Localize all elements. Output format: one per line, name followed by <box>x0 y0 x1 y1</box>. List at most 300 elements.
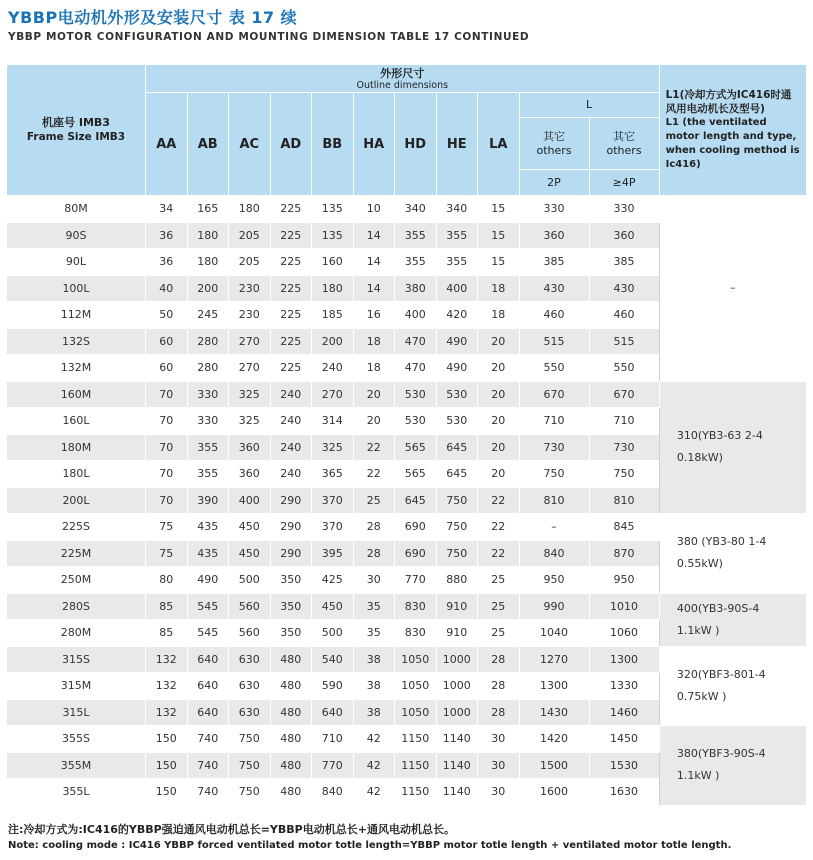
cell-ha: 20 <box>353 381 395 408</box>
frame-size-cell: 90S <box>7 222 146 249</box>
cell-ac: 630 <box>229 699 271 726</box>
cell-ad: 480 <box>270 699 312 726</box>
table-row <box>7 646 807 673</box>
cell-aa: 70 <box>146 381 188 408</box>
cell-aa: 40 <box>146 275 188 302</box>
cell-ad: 480 <box>270 726 312 753</box>
cell-ac: 325 <box>229 408 271 435</box>
cell-l4p: 330 <box>589 196 659 223</box>
table-row <box>7 514 807 541</box>
cell-l2p: 1500 <box>519 752 589 779</box>
frame-size-cell: 200L <box>7 487 146 514</box>
cell-l4p: 1530 <box>589 752 659 779</box>
col-header-hd: HD <box>395 93 437 196</box>
cell-ha: 42 <box>353 726 395 753</box>
cell-ac: 230 <box>229 275 271 302</box>
cell-ha: 20 <box>353 408 395 435</box>
cell-l4p: 750 <box>589 461 659 488</box>
cell-aa: 75 <box>146 514 188 541</box>
others-2p-cn: 其它 <box>543 129 565 143</box>
cell-bb: 840 <box>312 779 354 806</box>
cell-ab: 435 <box>187 540 229 567</box>
cell-la: 20 <box>478 434 520 461</box>
cell-hd: 1050 <box>395 646 437 673</box>
cell-hd: 1150 <box>395 779 437 806</box>
cell-ab: 245 <box>187 302 229 329</box>
cell-l4p: 1010 <box>589 593 659 620</box>
cell-ac: 560 <box>229 620 271 647</box>
cell-l4p: 550 <box>589 355 659 382</box>
cell-hd: 340 <box>395 196 437 223</box>
cell-l2p: 385 <box>519 249 589 276</box>
cell-ac: 180 <box>229 196 271 223</box>
cell-aa: 150 <box>146 726 188 753</box>
cell-aa: 36 <box>146 222 188 249</box>
cell-ha: 38 <box>353 646 395 673</box>
cell-la: 25 <box>478 620 520 647</box>
cell-bb: 425 <box>312 567 354 594</box>
cell-la: 15 <box>478 249 520 276</box>
cell-ha: 22 <box>353 461 395 488</box>
cell-hd: 355 <box>395 249 437 276</box>
cell-la: 18 <box>478 302 520 329</box>
cell-l2p: 1300 <box>519 673 589 700</box>
frame-size-cell: 160L <box>7 408 146 435</box>
l1-group-cell <box>659 593 807 646</box>
cell-l4p: 460 <box>589 302 659 329</box>
cell-ab: 740 <box>187 726 229 753</box>
cell-he: 1000 <box>436 699 478 726</box>
page-subtitle: YBBP MOTOR CONFIGURATION AND MOUNTING DIMENSION TABLE 17 CONTINUED <box>8 31 530 43</box>
cell-bb: 240 <box>312 355 354 382</box>
l1-group-cell <box>659 646 807 726</box>
cell-he: 530 <box>436 408 478 435</box>
l1-group-cell <box>659 196 807 382</box>
cell-hd: 565 <box>395 461 437 488</box>
cell-la: 30 <box>478 752 520 779</box>
others-4p-header <box>589 118 659 170</box>
cell-he: 750 <box>436 540 478 567</box>
cell-l2p: 330 <box>519 196 589 223</box>
cell-he: 1140 <box>436 779 478 806</box>
cell-he: 490 <box>436 355 478 382</box>
frame-size-cell: 280M <box>7 620 146 647</box>
cell-bb: 770 <box>312 752 354 779</box>
frame-size-cell: 315M <box>7 673 146 700</box>
cell-ab: 545 <box>187 593 229 620</box>
cell-bb: 365 <box>312 461 354 488</box>
cell-he: 355 <box>436 249 478 276</box>
cell-ha: 42 <box>353 752 395 779</box>
cell-ac: 750 <box>229 779 271 806</box>
cell-aa: 75 <box>146 540 188 567</box>
cell-bb: 370 <box>312 514 354 541</box>
cell-ac: 205 <box>229 222 271 249</box>
cell-ab: 280 <box>187 355 229 382</box>
cell-ac: 360 <box>229 461 271 488</box>
frame-size-cell: 112M <box>7 302 146 329</box>
cell-ac: 750 <box>229 752 271 779</box>
cell-ac: 360 <box>229 434 271 461</box>
cell-ab: 545 <box>187 620 229 647</box>
cell-bb: 200 <box>312 328 354 355</box>
cell-ha: 38 <box>353 699 395 726</box>
frame-size-cell: 225M <box>7 540 146 567</box>
cell-ab: 355 <box>187 461 229 488</box>
frame-size-cell: 160M <box>7 381 146 408</box>
cell-bb: 160 <box>312 249 354 276</box>
cell-aa: 85 <box>146 620 188 647</box>
cell-ha: 18 <box>353 355 395 382</box>
cell-ac: 270 <box>229 328 271 355</box>
cell-l2p: 1430 <box>519 699 589 726</box>
cell-la: 20 <box>478 328 520 355</box>
cell-he: 750 <box>436 487 478 514</box>
cell-ad: 225 <box>270 328 312 355</box>
cell-l4p: 870 <box>589 540 659 567</box>
cell-bb: 395 <box>312 540 354 567</box>
cell-bb: 135 <box>312 222 354 249</box>
cell-l2p: 950 <box>519 567 589 594</box>
cell-aa: 132 <box>146 673 188 700</box>
cell-la: 22 <box>478 540 520 567</box>
cell-ad: 290 <box>270 487 312 514</box>
cell-ac: 500 <box>229 567 271 594</box>
frame-size-cell: 80M <box>7 196 146 223</box>
cell-la: 20 <box>478 381 520 408</box>
cell-l2p: 550 <box>519 355 589 382</box>
cell-ad: 480 <box>270 646 312 673</box>
cell-ad: 290 <box>270 514 312 541</box>
frame-size-cell: 355M <box>7 752 146 779</box>
cell-ad: 350 <box>270 620 312 647</box>
cell-ha: 25 <box>353 487 395 514</box>
cell-l4p: 1450 <box>589 726 659 753</box>
cell-l2p: 750 <box>519 461 589 488</box>
cell-aa: 60 <box>146 328 188 355</box>
cell-hd: 830 <box>395 620 437 647</box>
cell-he: 1140 <box>436 726 478 753</box>
cell-la: 28 <box>478 673 520 700</box>
cell-l2p: – <box>519 514 589 541</box>
cell-ad: 240 <box>270 461 312 488</box>
cell-hd: 565 <box>395 434 437 461</box>
frame-size-header-cn: 机座号 IMB3 <box>42 116 110 129</box>
cell-ad: 240 <box>270 434 312 461</box>
frame-size-header-en: Frame Size IMB3 <box>26 131 126 143</box>
cell-aa: 80 <box>146 567 188 594</box>
cell-ab: 330 <box>187 381 229 408</box>
pole-4p-header: ≥4P <box>589 170 659 196</box>
cell-l2p: 1420 <box>519 726 589 753</box>
cell-ha: 35 <box>353 593 395 620</box>
cell-l2p: 515 <box>519 328 589 355</box>
cell-l2p: 460 <box>519 302 589 329</box>
col-header-ab: AB <box>187 93 229 196</box>
cell-ac: 205 <box>229 249 271 276</box>
cell-ad: 290 <box>270 540 312 567</box>
outline-header-cn: 外形尺寸 <box>380 66 425 80</box>
cell-l4p: 1460 <box>589 699 659 726</box>
cell-ha: 30 <box>353 567 395 594</box>
table-row <box>7 726 807 753</box>
cell-ad: 350 <box>270 593 312 620</box>
cell-la: 22 <box>478 487 520 514</box>
cell-la: 20 <box>478 355 520 382</box>
cell-l4p: 950 <box>589 567 659 594</box>
cell-ad: 480 <box>270 673 312 700</box>
cell-l2p: 840 <box>519 540 589 567</box>
pole-2p-header: 2P <box>519 170 589 196</box>
l1-group-text: 380 (YB3-80 1-4 0.55kW) <box>676 535 767 571</box>
cell-hd: 470 <box>395 355 437 382</box>
cell-he: 880 <box>436 567 478 594</box>
cell-ab: 740 <box>187 779 229 806</box>
cell-hd: 690 <box>395 540 437 567</box>
cell-ad: 225 <box>270 302 312 329</box>
cell-aa: 70 <box>146 408 188 435</box>
cell-l4p: 1060 <box>589 620 659 647</box>
cell-he: 910 <box>436 620 478 647</box>
cell-l2p: 810 <box>519 487 589 514</box>
cell-ac: 400 <box>229 487 271 514</box>
cell-la: 28 <box>478 699 520 726</box>
cell-he: 910 <box>436 593 478 620</box>
outline-dimensions-header <box>146 65 660 93</box>
cell-bb: 135 <box>312 196 354 223</box>
col-header-bb: BB <box>312 93 354 196</box>
cell-ha: 28 <box>353 514 395 541</box>
cell-l4p: 1300 <box>589 646 659 673</box>
cell-ac: 450 <box>229 514 271 541</box>
cell-bb: 540 <box>312 646 354 673</box>
cell-aa: 85 <box>146 593 188 620</box>
cell-ac: 630 <box>229 673 271 700</box>
cell-l4p: 1630 <box>589 779 659 806</box>
others-4p-cn: 其它 <box>613 129 636 143</box>
cell-ad: 225 <box>270 196 312 223</box>
cell-he: 530 <box>436 381 478 408</box>
cell-hd: 690 <box>395 514 437 541</box>
cell-he: 490 <box>436 328 478 355</box>
cell-ha: 16 <box>353 302 395 329</box>
cell-ha: 38 <box>353 673 395 700</box>
cell-ha: 14 <box>353 249 395 276</box>
cell-la: 25 <box>478 567 520 594</box>
frame-size-cell: 90L <box>7 249 146 276</box>
cell-ad: 225 <box>270 222 312 249</box>
cell-he: 420 <box>436 302 478 329</box>
cell-l4p: 360 <box>589 222 659 249</box>
cell-l2p: 710 <box>519 408 589 435</box>
cell-l2p: 1600 <box>519 779 589 806</box>
col-header-ac: AC <box>229 93 271 196</box>
cell-aa: 70 <box>146 461 188 488</box>
cell-bb: 325 <box>312 434 354 461</box>
cell-ab: 435 <box>187 514 229 541</box>
cell-ac: 325 <box>229 381 271 408</box>
cell-hd: 1150 <box>395 752 437 779</box>
cell-hd: 530 <box>395 381 437 408</box>
cell-ab: 490 <box>187 567 229 594</box>
cell-ad: 480 <box>270 752 312 779</box>
cell-aa: 70 <box>146 487 188 514</box>
cell-ac: 270 <box>229 355 271 382</box>
cell-bb: 450 <box>312 593 354 620</box>
cell-ab: 165 <box>187 196 229 223</box>
frame-size-cell: 315S <box>7 646 146 673</box>
others-2p-header <box>519 118 589 170</box>
cell-la: 20 <box>478 408 520 435</box>
cell-aa: 150 <box>146 779 188 806</box>
cell-l2p: 360 <box>519 222 589 249</box>
cell-l2p: 990 <box>519 593 589 620</box>
cell-ad: 225 <box>270 249 312 276</box>
l1-group-text: 310(YB3-63 2-4 0.18kW) <box>676 429 763 465</box>
col-header-he: HE <box>436 93 478 196</box>
l1-group-text: 380(YBF3-90S-4 1.1kW ) <box>676 747 766 783</box>
cell-l4p: 730 <box>589 434 659 461</box>
frame-size-cell: 132S <box>7 328 146 355</box>
cell-ha: 35 <box>353 620 395 647</box>
cell-ha: 14 <box>353 275 395 302</box>
cell-l4p: 515 <box>589 328 659 355</box>
cell-hd: 1150 <box>395 726 437 753</box>
cell-hd: 1050 <box>395 699 437 726</box>
cell-ha: 28 <box>353 540 395 567</box>
cell-l2p: 730 <box>519 434 589 461</box>
cell-l2p: 1040 <box>519 620 589 647</box>
cell-la: 18 <box>478 275 520 302</box>
outline-header-en: Outline dimensions <box>356 79 449 91</box>
cell-ab: 355 <box>187 434 229 461</box>
frame-size-cell: 280S <box>7 593 146 620</box>
cell-hd: 355 <box>395 222 437 249</box>
cell-l2p: 670 <box>519 381 589 408</box>
cell-ha: 22 <box>353 434 395 461</box>
note-en: Note: cooling mode : IC416 YBBP forced ventilated motor totle length=YBBP motor totle length + ventilated motor totle length. <box>8 840 732 851</box>
cell-ha: 14 <box>353 222 395 249</box>
cell-l4p: 1330 <box>589 673 659 700</box>
cell-hd: 400 <box>395 302 437 329</box>
cell-bb: 710 <box>312 726 354 753</box>
cell-la: 20 <box>478 461 520 488</box>
cell-ad: 240 <box>270 408 312 435</box>
cell-ab: 200 <box>187 275 229 302</box>
frame-size-header <box>7 65 146 196</box>
cell-ad: 350 <box>270 567 312 594</box>
cell-he: 340 <box>436 196 478 223</box>
cell-hd: 645 <box>395 487 437 514</box>
col-header-ha: HA <box>353 93 395 196</box>
l1-group-cell <box>659 514 807 594</box>
frame-size-cell: 180L <box>7 461 146 488</box>
cell-aa: 150 <box>146 752 188 779</box>
cell-l4p: 845 <box>589 514 659 541</box>
cell-bb: 640 <box>312 699 354 726</box>
cell-l4p: 385 <box>589 249 659 276</box>
cell-bb: 270 <box>312 381 354 408</box>
cell-ad: 480 <box>270 779 312 806</box>
col-header-la: LA <box>478 93 520 196</box>
cell-ab: 330 <box>187 408 229 435</box>
cell-ha: 10 <box>353 196 395 223</box>
cell-ac: 560 <box>229 593 271 620</box>
cell-la: 30 <box>478 779 520 806</box>
cell-aa: 132 <box>146 646 188 673</box>
cell-la: 28 <box>478 646 520 673</box>
cell-he: 750 <box>436 514 478 541</box>
frame-size-cell: 132M <box>7 355 146 382</box>
cell-ab: 180 <box>187 222 229 249</box>
frame-size-cell: 250M <box>7 567 146 594</box>
cell-aa: 36 <box>146 249 188 276</box>
l1-group-cell <box>659 726 807 806</box>
cell-la: 22 <box>478 514 520 541</box>
l1-group-cell <box>659 381 807 514</box>
cell-hd: 470 <box>395 328 437 355</box>
cell-he: 645 <box>436 461 478 488</box>
frame-size-cell: 100L <box>7 275 146 302</box>
cell-hd: 830 <box>395 593 437 620</box>
others-4p-en: others <box>606 143 642 157</box>
frame-size-cell: 225S <box>7 514 146 541</box>
cell-la: 15 <box>478 196 520 223</box>
cell-aa: 70 <box>146 434 188 461</box>
cell-aa: 60 <box>146 355 188 382</box>
cell-l4p: 810 <box>589 487 659 514</box>
table-row <box>7 381 807 408</box>
cell-he: 400 <box>436 275 478 302</box>
col-header-aa: AA <box>146 93 188 196</box>
cell-l2p: 1270 <box>519 646 589 673</box>
cell-la: 25 <box>478 593 520 620</box>
cell-ab: 640 <box>187 699 229 726</box>
cell-l4p: 670 <box>589 381 659 408</box>
dimension-table <box>6 64 807 806</box>
cell-hd: 1050 <box>395 673 437 700</box>
cell-he: 1140 <box>436 752 478 779</box>
cell-la: 30 <box>478 726 520 753</box>
frame-size-cell: 355S <box>7 726 146 753</box>
cell-bb: 314 <box>312 408 354 435</box>
cell-ha: 42 <box>353 779 395 806</box>
cell-ab: 390 <box>187 487 229 514</box>
cell-ha: 18 <box>353 328 395 355</box>
l-header: L <box>519 93 659 118</box>
cell-ac: 230 <box>229 302 271 329</box>
cell-hd: 770 <box>395 567 437 594</box>
cell-la: 15 <box>478 222 520 249</box>
l1-header-cn: L1(冷却方式为IC416时通风用电动机长及型号) <box>665 89 792 115</box>
cell-ad: 240 <box>270 381 312 408</box>
cell-hd: 380 <box>395 275 437 302</box>
frame-size-cell: 355L <box>7 779 146 806</box>
table-body <box>7 196 807 806</box>
page-title: YBBP电动机外形及安装尺寸 表 17 续 <box>8 8 298 27</box>
l1-group-text: – <box>730 281 736 295</box>
cell-ab: 640 <box>187 673 229 700</box>
cell-he: 645 <box>436 434 478 461</box>
col-header-ad: AD <box>270 93 312 196</box>
frame-size-cell: 315L <box>7 699 146 726</box>
others-2p-en: others <box>536 143 572 157</box>
l1-header <box>659 65 807 196</box>
cell-bb: 590 <box>312 673 354 700</box>
cell-l4p: 710 <box>589 408 659 435</box>
cell-ad: 225 <box>270 355 312 382</box>
cell-ab: 740 <box>187 752 229 779</box>
